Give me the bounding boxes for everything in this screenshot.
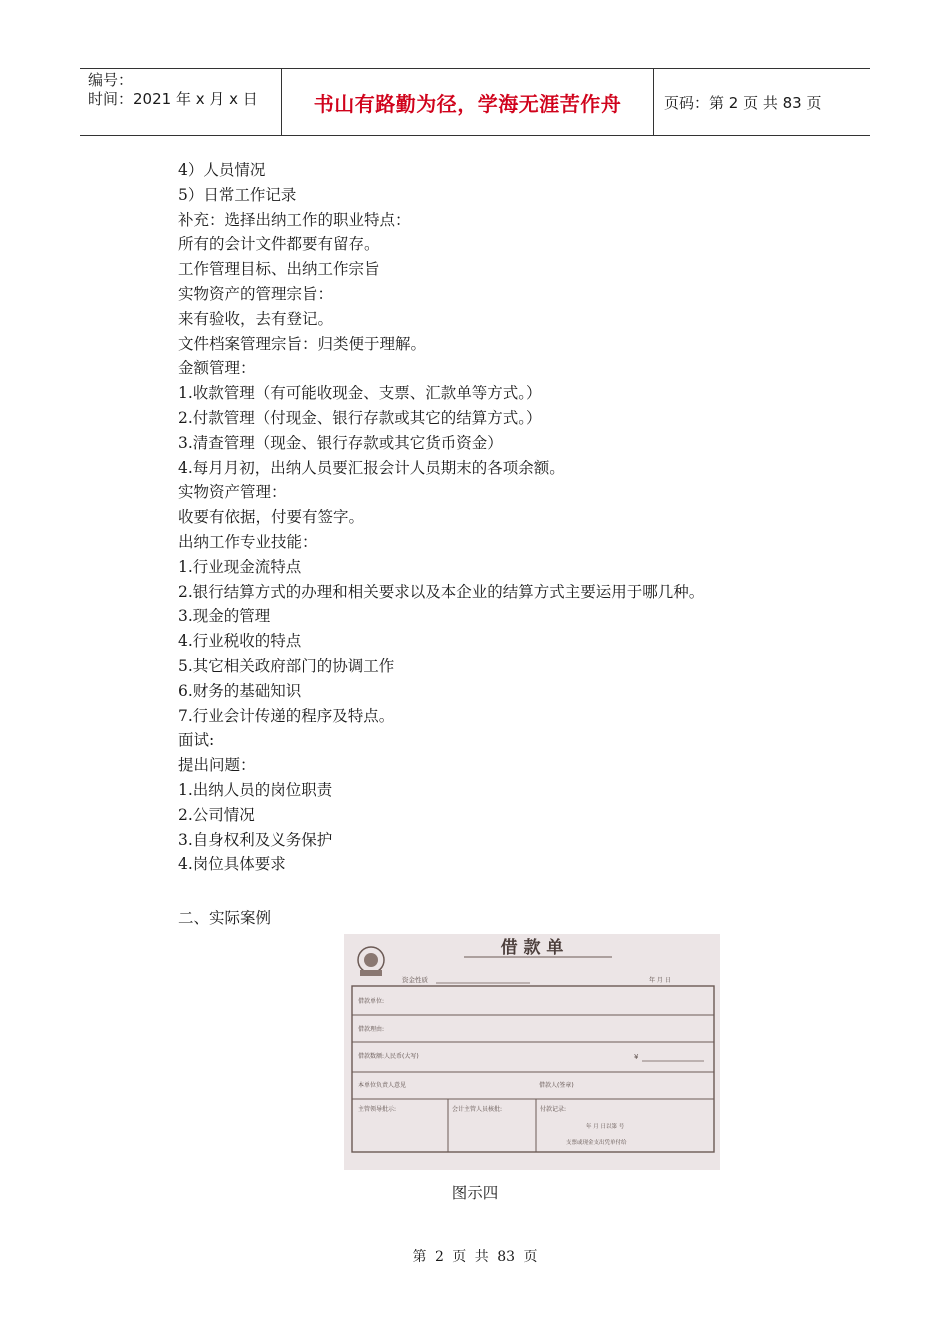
form-amount: 借款数额:人民币(大写): [358, 1053, 419, 1060]
text-line: 6.财务的基础知识: [178, 681, 302, 700]
text-line: 补充：选择出纳工作的职业特点：: [178, 210, 411, 229]
text-line: 2.银行结算方式的办理和相关要求以及本企业的结算方式主要运用于哪几种。: [178, 582, 705, 601]
text-line: 7.行业会计传递的程序及特点。: [178, 706, 395, 725]
text-line: 1.收款管理（有可能收现金、支票、汇款单等方式。）: [178, 384, 542, 403]
text-line: 来有验收，去有登记。: [178, 309, 334, 328]
section-title: 二、实际案例: [178, 909, 272, 927]
header-motto: 书山有路勤为径，学海无涯苦作舟: [282, 69, 654, 135]
page-header: [80, 68, 870, 136]
text-line: 2.公司情况: [178, 805, 255, 824]
form-payment-date: 年 月 日以第 号: [586, 1124, 625, 1130]
form-head-opinion: 本单位负责人意见: [358, 1082, 407, 1089]
page-footer: 第 2 页 共 83 页: [412, 1249, 538, 1265]
figure-caption: 图示四: [451, 1184, 499, 1202]
form-amount-symbol: ¥: [634, 1053, 639, 1061]
time-label: 时间：2021 年 x 月 x 日: [88, 90, 258, 108]
form-payment-note: 支票或现金支出凭单付给: [566, 1140, 627, 1146]
text-line: 3.自身权利及义务保护: [178, 830, 333, 849]
text-line: 提出问题：: [178, 756, 256, 775]
form-dept-label: 资金性质: [402, 976, 428, 984]
text-line: 4.每月月初，出纳人员要汇报会计人员期末的各项余额。: [178, 458, 565, 477]
code-label: 编号：: [88, 71, 134, 89]
text-line: 收要有依据，付要有签字。: [178, 508, 365, 527]
text-line: 金额管理：: [178, 359, 256, 378]
text-line: 面试:: [178, 731, 215, 750]
form-leader-approval: 主管领导批示:: [358, 1106, 397, 1113]
header-meta: [80, 69, 282, 135]
body-text: [178, 158, 818, 877]
text-line: 所有的会计文件都要有留存。: [178, 235, 380, 254]
form-borrower-sign: 借款人(签章): [539, 1082, 574, 1089]
text-line: 文件档案管理宗旨：归类便于理解。: [178, 334, 427, 353]
form-reason: 借款理由:: [358, 1026, 385, 1033]
text-line: 1.出纳人员的岗位职责: [178, 780, 333, 799]
loan-form-figure: [344, 934, 720, 1170]
text-line: 1.行业现金流特点: [178, 557, 302, 576]
text-line: 5）日常工作记录: [178, 185, 297, 204]
header-page-label: 页码：第 2 页 共 83 页: [664, 93, 822, 112]
text-line: 实物资产管理：: [178, 483, 287, 502]
form-date-label: 年 月 日: [649, 977, 671, 984]
text-line: 5.其它相关政府部门的协调工作: [178, 656, 395, 675]
text-line: 工作管理目标、出纳工作宗旨: [178, 260, 380, 279]
text-line: 3.现金的管理: [178, 607, 271, 626]
form-title: 借 款 单: [500, 938, 564, 958]
text-line: 3.清查管理（现金、银行存款或其它货币资金）: [178, 433, 503, 452]
text-line: 实物资产的管理宗旨：: [178, 284, 334, 303]
text-line: 4.行业税收的特点: [178, 632, 302, 651]
form-accountant-approval: 会计主管人员核批:: [452, 1106, 503, 1113]
text-line: 2.付款管理（付现金、银行存款或其它的结算方式。）: [178, 408, 542, 427]
form-borrower-unit: 借款单位:: [358, 998, 385, 1005]
loan-form-image: [344, 934, 720, 1170]
text-line: 4.岗位具体要求: [178, 855, 286, 874]
text-line: 出纳工作专业技能：: [178, 532, 318, 551]
seal-logo-icon: [358, 947, 384, 976]
form-payment-record: 付款记录:: [540, 1106, 567, 1113]
text-line: 4）人员情况: [178, 161, 266, 179]
